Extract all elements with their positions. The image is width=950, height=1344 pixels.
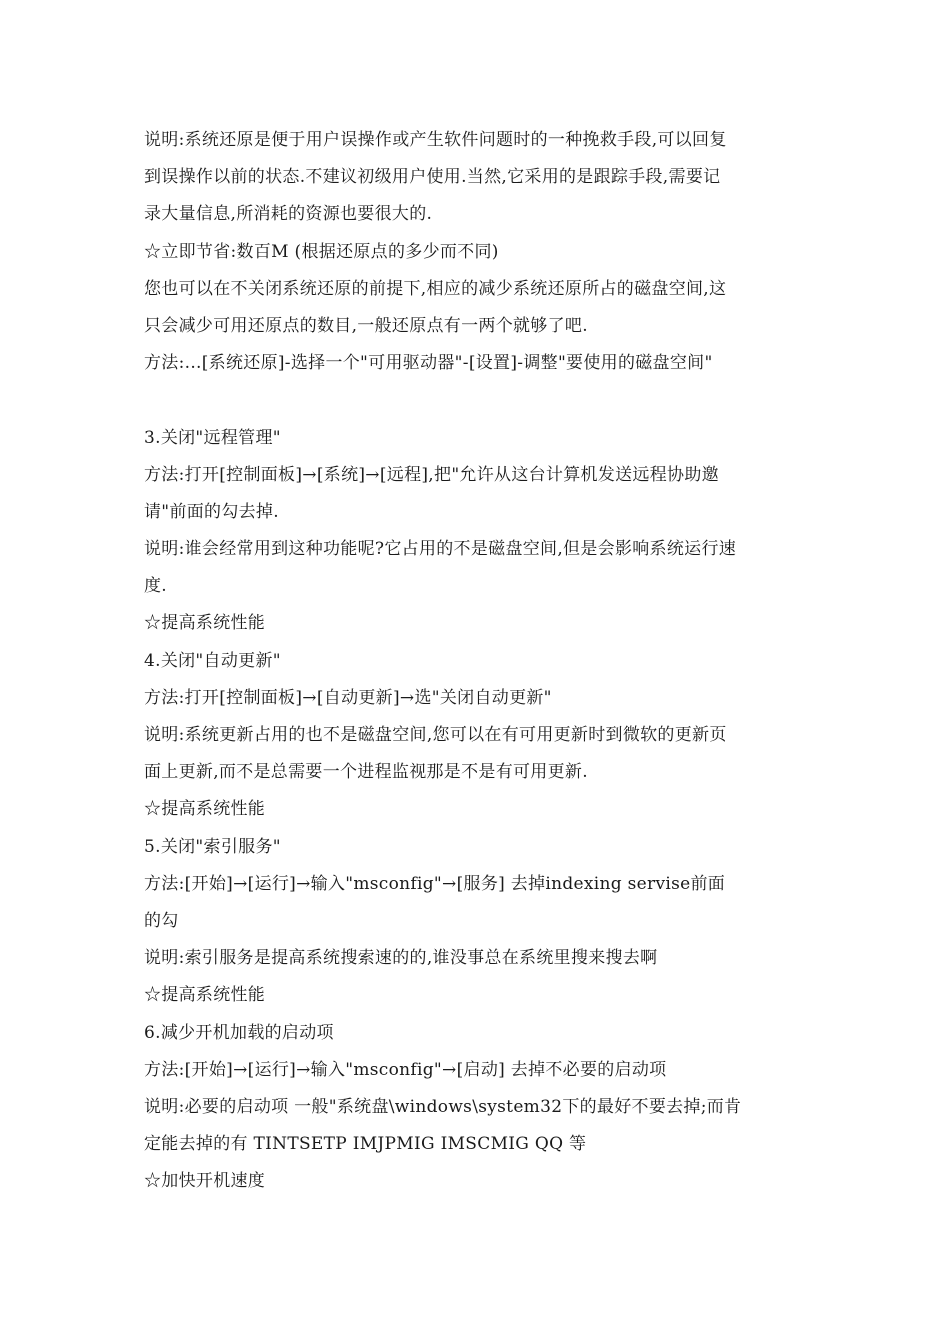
text-line: 说明:系统还原是便于用户误操作或产生软件问题时的一种挽救手段,可以回复 <box>144 130 727 150</box>
text-line: 请"前面的勾去掉. <box>144 501 279 522</box>
method-line: 方法:[开始]→[运行]→输入"msconfig"→[启动] 去掉不必要的启动项 <box>144 1059 667 1080</box>
description-line: 说明:索引服务是提高系统搜索速的的,谁没事总在系统里搜来搜去啊 <box>144 948 658 969</box>
benefit-note: ☆加快开机速度 <box>144 1171 266 1192</box>
description-line: 说明:谁会经常用到这种功能呢?它占用的不是磁盘空间,但是会影响系统运行速 <box>144 539 737 560</box>
section-heading: 6.减少开机加载的启动项 <box>144 1022 334 1043</box>
text-line: 您也可以在不关闭系统还原的前提下,相应的减少系统还原所占的磁盘空间,这 <box>144 278 727 299</box>
document-body <box>144 122 814 1200</box>
benefit-note: ☆提高系统性能 <box>144 985 266 1006</box>
description-line: 说明:系统更新占用的也不是磁盘空间,您可以在有可用更新时到微软的更新页 <box>144 725 727 745</box>
text-line: 面上更新,而不是总需要一个进程监视那是不是有可用更新. <box>144 762 588 783</box>
blank-line <box>144 382 814 419</box>
savings-note: ☆立即节省:数百M (根据还原点的多少而不同) <box>144 241 499 262</box>
text-line: 录大量信息,所消耗的资源也要很大的. <box>144 204 433 225</box>
text-line: 定能去掉的有 TINTSETP IMJPMIG IMSCMIG QQ 等 <box>144 1134 587 1155</box>
method-line: 方法:打开[控制面板]→[系统]→[远程],把"允许从这台计算机发送远程协助邀 <box>144 464 719 485</box>
benefit-note: ☆提高系统性能 <box>144 613 266 634</box>
text-line: 的勾 <box>144 910 179 931</box>
method-line: 方法:[开始]→[运行]→输入"msconfig"→[服务] 去掉indexing servise前面 <box>144 873 726 894</box>
section-heading: 5.关闭"索引服务" <box>144 836 281 857</box>
benefit-note: ☆提高系统性能 <box>144 799 266 820</box>
description-line: 说明:必要的启动项 一般"系统盘\windows\system32下的最好不要去掉;而肯 <box>144 1096 742 1117</box>
section-heading: 4.关闭"自动更新" <box>144 650 281 671</box>
method-line: 方法:...[系统还原]-选择一个"可用驱动器"-[设置]-调整"要使用的磁盘空间" <box>144 353 713 374</box>
method-line: 方法:打开[控制面板]→[自动更新]→选"关闭自动更新" <box>144 687 552 708</box>
section-heading: 3.关闭"远程管理" <box>144 427 281 448</box>
text-line: 度. <box>144 576 168 597</box>
text-line: 只会减少可用还原点的数目,一般还原点有一两个就够了吧. <box>144 315 588 336</box>
text-line: 到误操作以前的状态.不建议初级用户使用.当然,它采用的是跟踪手段,需要记 <box>144 167 721 188</box>
